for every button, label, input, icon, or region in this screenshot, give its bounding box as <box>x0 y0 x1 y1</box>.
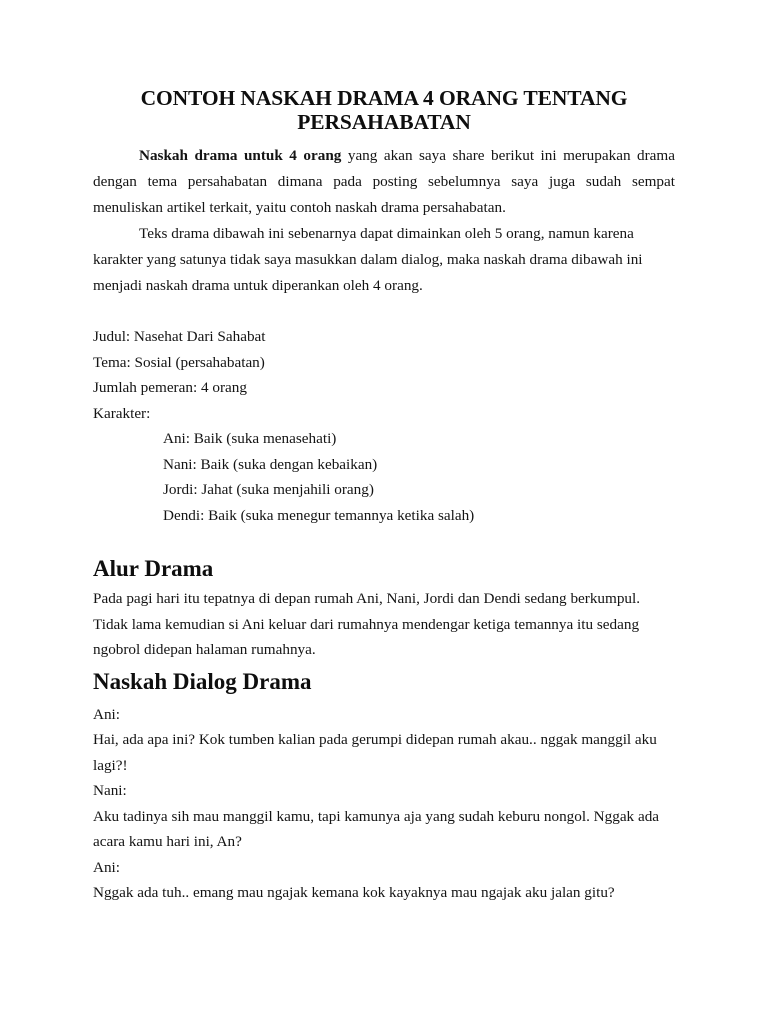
dialog-line: Aku tadinya sih mau manggil kamu, tapi kamunya aja yang sudah keburu nongol. Nggak ada <box>93 807 660 825</box>
dialog-line: acara kamu hari ini, An? <box>93 833 242 850</box>
dialog-speaker: Ani: <box>93 705 121 723</box>
cast-count-line: Jumlah pemeran: 4 orang <box>93 379 247 396</box>
intro-paragraph-2: Teks drama dibawah ini sebenarnya dapat dimainkan oleh 5 orang, namun karena karakter yang satunya tidak saya masukkan dalam dialog, maka naskah drama dibawah ini menjadi naskah drama untuk diperankan oleh 4 orang. <box>93 225 643 294</box>
alur-line: Tidak lama kemudian si Ani keluar dari rumahnya mendengar ketiga temannya itu sedang <box>93 615 640 633</box>
alur-line: ngobrol didepan halaman rumahnya. <box>93 641 316 658</box>
intro-bold-phrase: Naskah drama untuk 4 orang <box>139 147 342 164</box>
play-info <box>93 324 675 528</box>
dialog-line: Nggak ada tuh.. emang mau ngajak kemana kok kayaknya mau ngajak aku jalan gitu? <box>93 884 615 901</box>
characters-label: Karakter: <box>93 404 151 422</box>
character-item: Ani: Baik (suka menasehati) <box>163 430 337 447</box>
character-item: Dendi: Baik (suka menegur temannya ketika salah) <box>163 506 475 524</box>
character-item: Jordi: Jahat (suka menjahili orang) <box>163 481 374 498</box>
play-title-line: Judul: Nasehat Dari Sahabat <box>93 328 266 345</box>
document-title: CONTOH NASKAH DRAMA 4 ORANG TENTANG PERSAHABATAN <box>140 86 628 134</box>
dialog-speaker: Ani: <box>93 858 121 876</box>
character-item: Nani: Baik (suka dengan kebaikan) <box>163 455 378 473</box>
alur-heading: Alur Drama <box>93 556 214 581</box>
alur-line: Pada pagi hari itu tepatnya di depan rumah Ani, Nani, Jordi dan Dendi sedang berkumpul. <box>93 590 641 607</box>
dialog-section <box>93 702 675 906</box>
dialog-heading: Naskah Dialog Drama <box>93 668 312 694</box>
dialog-line: lagi?! <box>93 756 128 774</box>
play-theme-line: Tema: Sosial (persahabatan) <box>93 353 265 371</box>
intro-paragraph-1 <box>93 143 675 221</box>
dialog-speaker: Nani: <box>93 782 127 799</box>
intro-paragraph-1-text: yang akan saya share berikut ini merupakan drama dengan tema persahabatan dimana pada posting sebelumnya saya juga sudah sempat menuliskan artikel terkait, yaitu contoh naskah drama persahabatan. <box>93 147 675 216</box>
alur-section <box>93 586 675 663</box>
document-page <box>93 86 675 906</box>
dialog-line: Hai, ada apa ini? Kok tumben kalian pada gerumpi didepan rumah akau.. nggak manggil aku <box>93 731 657 748</box>
